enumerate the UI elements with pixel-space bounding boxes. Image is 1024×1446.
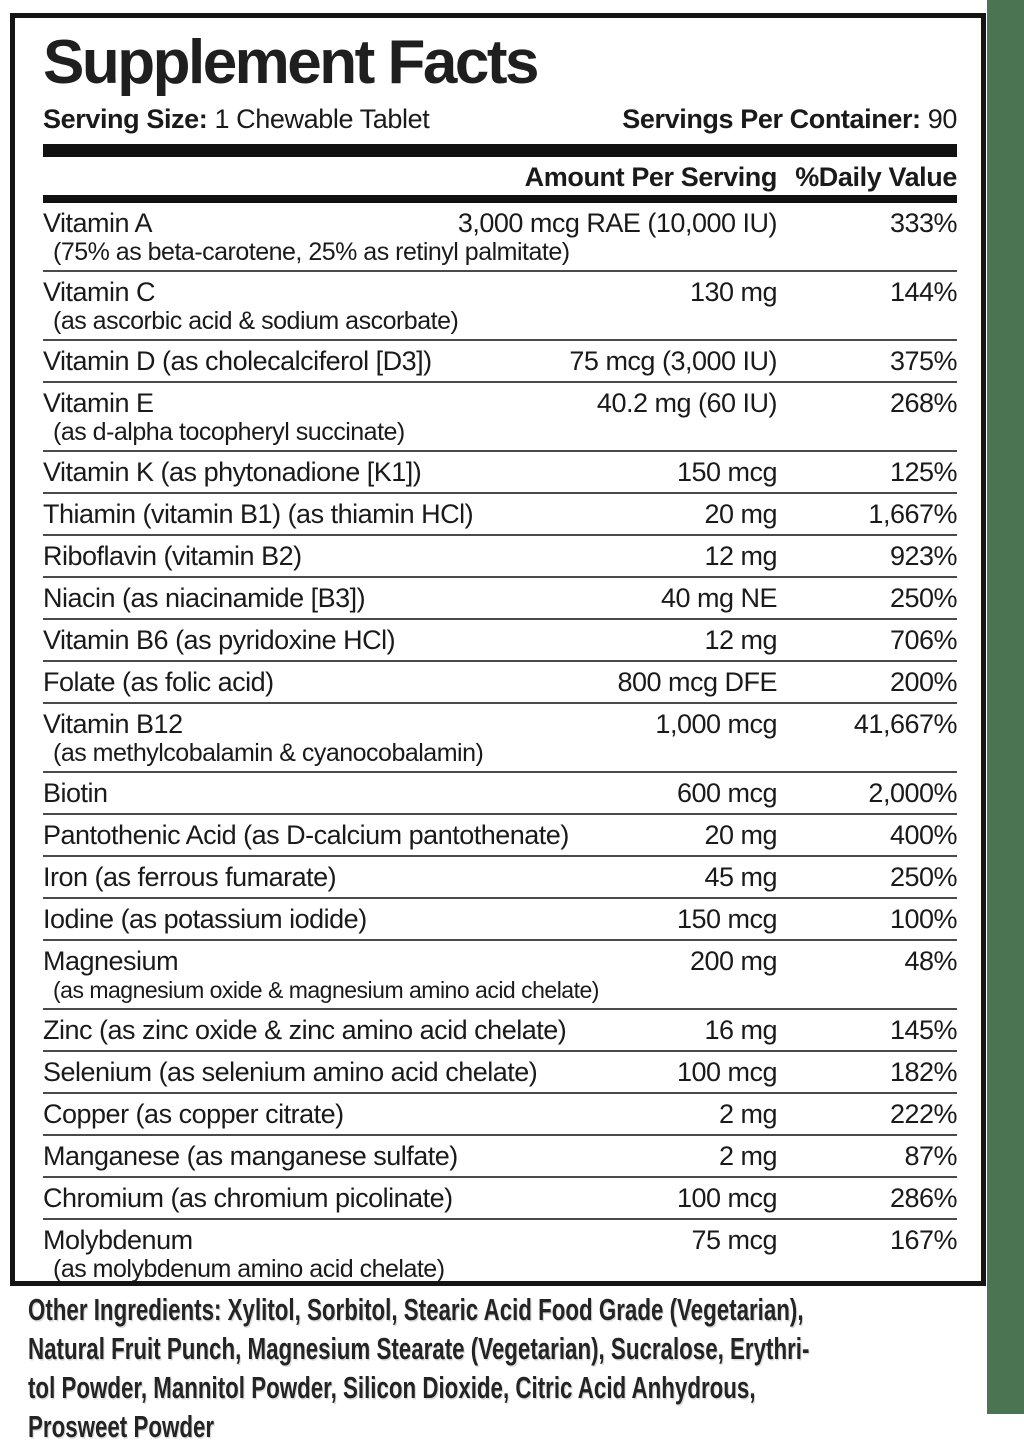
nutrient-source-note: (as d-alpha tocopheryl succinate) [53,418,405,446]
serving-size-label: Serving Size: [43,104,208,134]
nutrient-name: Copper (as copper citrate) [43,1099,344,1129]
nutrient-name: Vitamin K (as phytonadione [K1]) [43,457,422,487]
nutrient-amount: 130 mg [689,277,777,307]
nutrient-amount: 12 mg [704,625,777,655]
nutrient-name: Manganese (as manganese sulfate) [43,1141,458,1171]
nutrient-source-note: (as ascorbic acid & sodium ascorbate) [53,307,459,335]
nutrient-row [43,855,957,897]
nutrient-name: Zinc (as zinc oxide & zinc amino acid chelate) [43,1015,567,1045]
nutrient-row [43,381,957,450]
nutrient-name: Selenium (as selenium amino acid chelate) [43,1057,538,1087]
serving-info-row [43,102,957,136]
nutrient-daily-value: 1,667% [868,499,957,529]
nutrient-name: Iodine (as potassium iodide) [43,904,367,934]
nutrient-name: Chromium (as chromium picolinate) [43,1183,453,1213]
nutrient-row-main [43,819,957,851]
nutrient-daily-value: 286% [889,1183,957,1213]
other-ingredients-line: Natural Fruit Punch, Magnesium Stearate (Vegetarian), Sucralose, Erythri- [28,1331,810,1366]
nutrient-daily-value: 268% [889,388,957,418]
label-edge-green-background [987,0,1024,1414]
nutrient-row-main [43,387,957,419]
nutrient-daily-value: 182% [889,1057,957,1087]
nutrient-amount: 75 mcg (3,000 IU) [569,346,777,376]
nutrient-name: Niacin (as niacinamide [B3]) [43,583,366,613]
nutrient-daily-value: 333% [889,208,957,238]
nutrient-name: Vitamin E [43,388,154,418]
nutrient-amount: 3,000 mcg RAE (10,000 IU) [457,208,777,238]
nutrient-amount: 20 mg [704,820,777,850]
nutrient-daily-value: 250% [889,862,957,892]
nutrient-amount: 40 mg NE [660,583,777,613]
divider-bar-thin [43,195,957,203]
servings-per-container-value: 90 [927,104,957,134]
nutrient-amount: 40.2 mg (60 IU) [596,388,777,418]
nutrient-row [43,1176,957,1218]
nutrient-row [43,897,957,939]
other-ingredients-line [28,1290,804,1329]
nutrient-row [43,1134,957,1176]
nutrient-row-main [43,945,957,977]
nutrient-daily-value: 2,000% [868,778,957,808]
nutrient-name: Thiamin (vitamin B1) (as thiamin HCl) [43,499,474,529]
serving-size [43,102,429,136]
nutrient-row-main [43,1182,957,1214]
nutrient-daily-value: 923% [889,541,957,571]
other-ingredients-section [28,1290,1018,1446]
servings-per-container-label: Servings Per Container: [622,104,921,134]
nutrient-name: Magnesium [43,946,179,976]
nutrient-amount: 150 mcg [676,904,777,934]
nutrient-source-note: (as magnesium oxide & magnesium amino acid chelate) [53,977,599,1003]
nutrient-amount: 2 mg [718,1141,777,1171]
nutrient-name: Vitamin B12 [43,709,183,739]
nutrient-name: Molybdenum [43,1225,193,1255]
divider-bar-thick [43,144,957,157]
daily-value-header: %Daily Value [795,162,957,192]
nutrient-name: Iron (as ferrous fumarate) [43,862,337,892]
nutrient-row-main [43,777,957,809]
other-ingredients-line: tol Powder, Mannitol Powder, Silicon Dioxide, Citric Acid Anhydrous, [28,1370,756,1405]
nutrient-row [43,270,957,339]
nutrient-daily-value: 250% [889,583,957,613]
nutrient-daily-value: 100% [889,904,957,934]
nutrient-amount: 200 mg [689,946,777,976]
nutrient-amount: 150 mcg [676,457,777,487]
nutrient-row-main [43,582,957,614]
nutrient-amount: 16 mg [704,1015,777,1045]
nutrient-row-main [43,861,957,893]
nutrient-name: Biotin [43,778,108,808]
supplement-facts-panel [10,13,986,1286]
nutrient-row [43,1050,957,1092]
nutrient-row-main [43,540,957,572]
serving-size-value: 1 Chewable Tablet [214,104,430,134]
nutrient-daily-value: 375% [889,346,957,376]
nutrient-name: Riboflavin (vitamin B2) [43,541,302,571]
other-ingredients-label: Other Ingredients: [28,1292,222,1327]
nutrient-daily-value: 145% [889,1015,957,1045]
nutrient-row-main [43,1224,957,1256]
nutrient-row-main [43,624,957,656]
nutrient-row [43,339,957,381]
nutrient-row [43,492,957,534]
nutrient-row-main [43,456,957,488]
nutrient-row [43,576,957,618]
nutrient-daily-value: 706% [889,625,957,655]
nutrient-amount: 20 mg [704,499,777,529]
nutrient-row-main [43,708,957,740]
nutrient-amount: 100 mcg [676,1183,777,1213]
nutrient-row-main [43,498,957,530]
nutrient-row-main [43,345,957,377]
nutrient-row-main [43,903,957,935]
nutrient-source-note: (as methylcobalamin & cyanocobalamin) [53,739,484,767]
nutrient-row [43,618,957,660]
nutrient-daily-value: 144% [889,277,957,307]
amount-per-serving-header: Amount Per Serving [524,162,777,192]
panel-title: Supplement Facts [43,28,537,97]
nutrient-row [43,534,957,576]
nutrient-row [43,771,957,813]
nutrient-row [43,203,957,270]
column-header-row [43,159,957,195]
other-ingredients-text: Xylitol, Sorbitol, Stearic Acid Food Grade (Vegetarian), [221,1292,804,1327]
nutrient-row-main [43,207,957,239]
nutrient-daily-value: 41,667% [853,709,957,739]
nutrient-row [43,660,957,702]
nutrient-name: Pantothenic Acid (as D-calcium pantothenate) [43,820,569,850]
nutrient-row [43,1092,957,1134]
nutrient-row-main [43,1014,957,1046]
nutrient-row-main [43,666,957,698]
other-ingredients-line: Prosweet Powder [28,1409,215,1444]
nutrient-daily-value: 167% [889,1225,957,1255]
nutrient-daily-value: 222% [889,1099,957,1129]
nutrient-amount: 2 mg [718,1099,777,1129]
nutrient-amount: 600 mcg [676,778,777,808]
nutrient-daily-value: 48% [904,946,957,976]
nutrient-row-main [43,276,957,308]
nutrient-amount: 100 mcg [676,1057,777,1087]
nutrient-row-main [43,1098,957,1130]
nutrient-source-note: (as molybdenum amino acid chelate) [53,1255,445,1283]
nutrient-amount: 75 mcg [691,1225,777,1255]
nutrient-name: Vitamin C [43,277,156,307]
nutrient-amount: 800 mcg DFE [617,667,777,697]
nutrient-row [43,1008,957,1050]
nutrient-amount: 45 mg [704,862,777,892]
nutrient-daily-value: 200% [889,667,957,697]
nutrient-name: Vitamin A [43,208,153,238]
nutrient-row [43,1218,957,1286]
nutrient-amount: 12 mg [704,541,777,571]
servings-per-container [622,102,957,136]
nutrient-name: Vitamin B6 (as pyridoxine HCl) [43,625,396,655]
nutrient-daily-value: 87% [904,1141,957,1171]
nutrient-amount: 1,000 mcg [655,709,777,739]
nutrient-daily-value: 125% [889,457,957,487]
nutrient-row-main [43,1056,957,1088]
nutrient-name: Vitamin D (as cholecalciferol [D3]) [43,346,432,376]
nutrient-row [43,813,957,855]
nutrient-name: Folate (as folic acid) [43,667,274,697]
nutrient-rows [43,203,957,1286]
nutrient-daily-value: 400% [889,820,957,850]
nutrient-row [43,450,957,492]
nutrient-row [43,939,957,1008]
nutrient-row-main [43,1140,957,1172]
nutrient-row [43,702,957,771]
nutrient-source-note: (75% as beta-carotene, 25% as retinyl palmitate) [53,238,570,266]
